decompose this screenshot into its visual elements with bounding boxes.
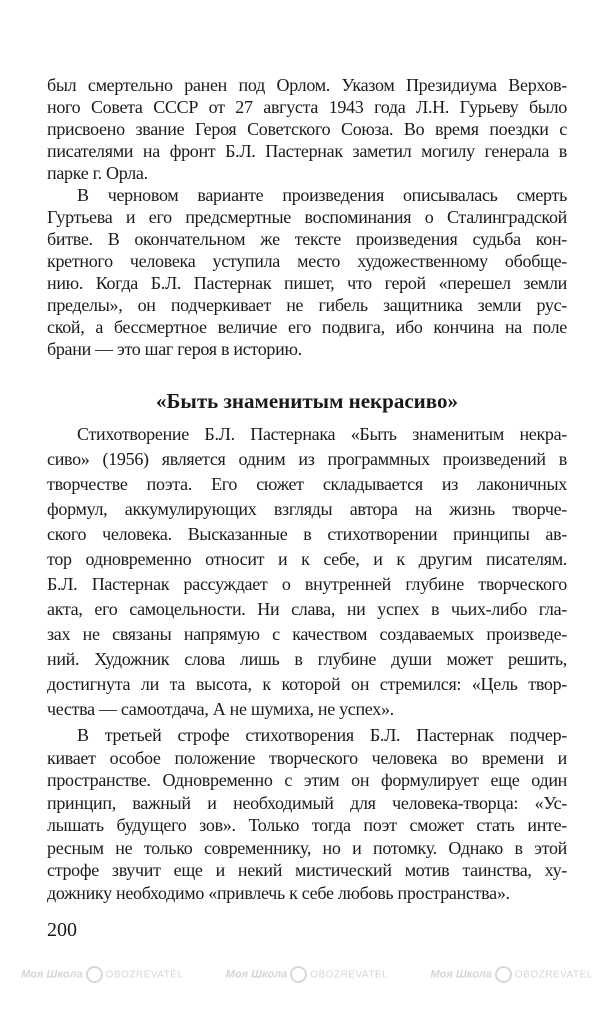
text-line: кивает особое положение творческого человека во времени и (47, 747, 567, 768)
section-heading: «Быть знаменитым некрасиво» (156, 389, 458, 413)
watermark (226, 966, 388, 983)
watermark-logo-icon (495, 966, 512, 983)
text-line: сиво» (1956) является одним из программных произведений в (47, 449, 567, 469)
text-line: дожнику необходимо «привлечь к себе любовь пространства». (47, 882, 510, 903)
text-line: В черновом варианте произведения описывалась смерть (77, 185, 567, 205)
text-line: брани — это шаг героя в историю. (47, 339, 302, 359)
text-line: был смертельно ранен под Орлом. Указом Президиума Верхов- (47, 75, 567, 95)
text-line: пределы», он подчеркивает не гибель защитника земли рус- (47, 295, 567, 315)
text-line: чества — самоотдача, А не шумиха, не успех». (47, 699, 394, 719)
page-number: 200 (47, 919, 77, 941)
text-line: кретного человека уступила место художественному обобще- (47, 251, 567, 271)
watermark-brand: OBOZREVATEL (310, 969, 389, 981)
section-2-text (47, 422, 567, 722)
text-line: писателями на фронт Б.Л. Пастернак заметил могилу генерала в (47, 141, 567, 161)
watermark-logo-icon (290, 966, 307, 983)
watermark-brand: Моя Школа (21, 968, 83, 981)
watermark-brand: Моя Школа (225, 968, 288, 981)
text-line: битве. В окончательном же тексте произведения судьба кон- (47, 229, 567, 249)
text-line: достигнута ли та высота, к которой он стремился: «Цель твор- (47, 674, 567, 694)
text-line: Гуртьева и его предсмертные воспоминания о Сталинградской (47, 207, 567, 227)
text-line: нию. Когда Б.Л. Пастернак пишет, что герой «перешел земли (47, 273, 567, 293)
watermark-logo-icon (86, 966, 103, 983)
text-line: присвоено звание Героя Советского Союза. Во время поездки с (47, 119, 567, 139)
text-line: формул, аккумулирующих взгляды автора на жизнь творче- (47, 499, 567, 519)
watermark (430, 966, 592, 983)
text-line: Стихотворение Б.Л. Пастернака «Быть знаменитым некра- (77, 424, 567, 444)
watermark-layer (0, 966, 614, 983)
text-line: пространстве. Одновременно с этим он формулирует еще один (47, 770, 567, 790)
text-line: лышать будущего зов». Только тогда поэт сможет стать инте- (47, 815, 567, 835)
text-line: ского человека. Высказанные в стихотворении принципы ав- (47, 524, 567, 544)
watermark-brand: OBOZREVATEL (514, 969, 593, 981)
text-line: тор одновременно относит и к себе, и к другим писателям. (47, 549, 567, 569)
text-line: Б.Л. Пастернак рассуждает о внутренней глубине творческого (47, 574, 567, 594)
document-page (21, 0, 593, 983)
watermark-brand: OBOZREVATEL (105, 969, 184, 981)
section-3-text (47, 724, 567, 904)
watermark-brand: Моя Школа (430, 968, 492, 981)
text-line: строфе звучит еще и некий мистический мотив таинства, ху- (47, 860, 567, 880)
watermark (21, 966, 183, 983)
text-line: творчестве поэта. Его сюжет складывается из лаконичных (47, 474, 567, 494)
text-line: ской, а бессмертное величие его подвига, ибо кончина на поле (47, 317, 567, 337)
text-line: парке г. Орла. (47, 163, 148, 183)
section-1-text (47, 74, 567, 360)
text-line: ний. Художник слова лишь в глубине души может решить, (47, 649, 567, 669)
text-line: акта, его самоцельности. Ни слава, ни успех в чьих-либо гла- (47, 599, 567, 619)
text-line: принцип, важный и необходимый для человека-творца: «Ус- (47, 792, 567, 813)
text-line: ного Совета СССР от 27 августа 1943 года Л.Н. Гурьеву было (47, 97, 567, 117)
text-line: зах не связаны напрямую с качеством создаваемых произведе- (47, 624, 567, 644)
text-line: В третьей строфе стихотворения Б.Л. Пастернак подчер- (77, 725, 567, 745)
text-line: ресным не только современнику, но и потомку. Однако в этой (47, 837, 567, 858)
